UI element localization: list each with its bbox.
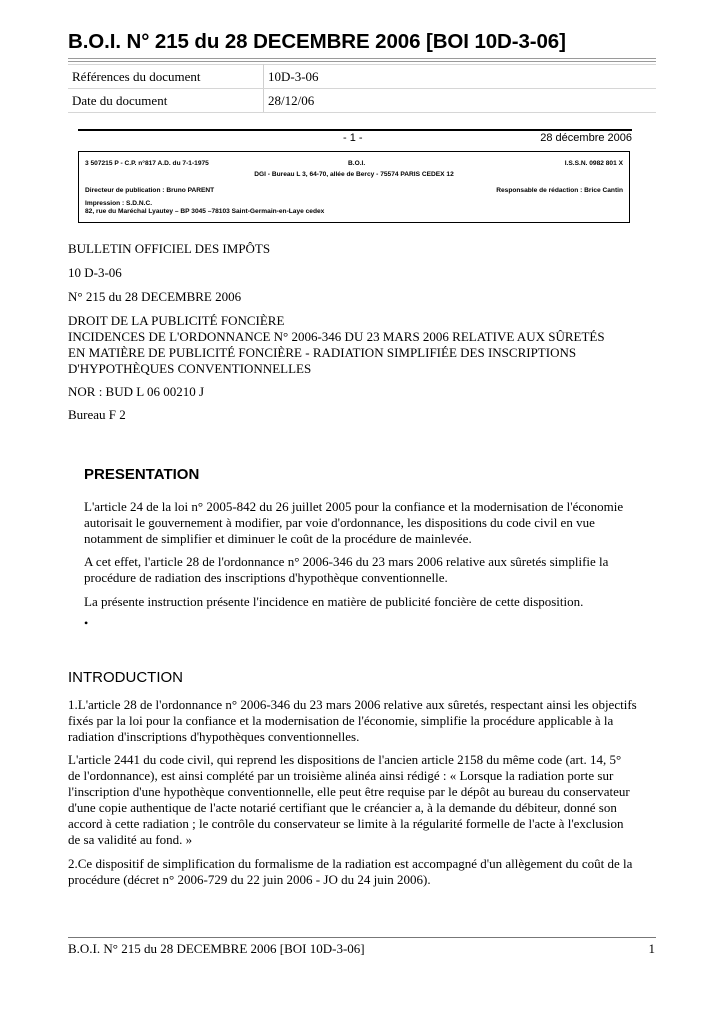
references-table bbox=[68, 64, 656, 113]
printing: Impression : S.D.N.C. bbox=[85, 200, 153, 207]
date-label: Date du document bbox=[68, 89, 264, 113]
bullet-point: • bbox=[84, 616, 89, 630]
date-value: 28/12/06 bbox=[264, 89, 657, 113]
paragraph-line: L'article 24 de la loi n° 2005-842 du 26 juillet 2005 pour la confiance et la modernisation de l'économie bbox=[84, 499, 624, 514]
doc-code: 10 D-3-06 bbox=[68, 265, 122, 280]
paragraph-line: procédure de radiation des inscriptions d'hypothèque conventionnelle. bbox=[84, 570, 448, 585]
page-marker: - 1 - bbox=[343, 132, 363, 144]
subject-line: DROIT DE LA PUBLICITÉ FONCIÈRE bbox=[68, 313, 285, 328]
editor: Responsable de rédaction : Brice Cantin bbox=[496, 187, 623, 194]
paragraph-line: d'une copie authentique de l'acte notarié certifiant que le créancier a, à la demande du débiteur, donné son bbox=[68, 800, 617, 815]
footer-title: B.O.I. N° 215 du 28 DECEMBRE 2006 [BOI 10D-3-06] bbox=[68, 941, 365, 956]
paragraph-line: L'article 2441 du code civil, qui reprend les dispositions de l'ancien article 2158 du même code (art. 14, 5° bbox=[68, 752, 622, 767]
paragraph-line: radiation d'inscriptions d'hypothèques conventionnelles. bbox=[68, 729, 360, 744]
subject-line: INCIDENCES DE L'ORDONNANCE N° 2006-346 DU 23 MARS 2006 RELATIVE AUX SÛRETÉS bbox=[68, 329, 605, 344]
paragraph-line: de sa validité au fond. » bbox=[68, 832, 193, 847]
paragraph-line: accord à cette radiation ; le contrôle du conservateur se limite à la régularité formelle de l'acte à l'exclusion bbox=[68, 816, 624, 831]
printing-address: 82, rue du Maréchal Lyautey – BP 3045 –78103 Saint-Germain-en-Laye cedex bbox=[85, 208, 325, 215]
bulletin-name: BULLETIN OFFICIEL DES IMPÔTS bbox=[68, 241, 271, 256]
footer-rule bbox=[68, 937, 656, 938]
bureau: Bureau F 2 bbox=[68, 407, 126, 422]
presentation-heading: PRESENTATION bbox=[84, 466, 200, 483]
paragraph-line: 2.Ce dispositif de simplification du formalisme de la radiation est accompagné d'un allègement du coût de la bbox=[68, 856, 633, 871]
paragraph-line: fixés par la loi pour la confiance et la modernisation de l'économie, simplifie la procédure applicable à la bbox=[68, 713, 614, 728]
paragraph-line: autorisait le gouvernement à modifier, par voie d'ordonnance, les dispositions du code civil en vue bbox=[84, 515, 595, 530]
issn: I.S.S.N. 0982 801 X bbox=[564, 160, 623, 167]
ref-label: Références du document bbox=[68, 65, 264, 89]
paragraph-line: l'inscription d'une hypothèque conventionnelle, elle peut être requise par le dépôt au bureau du conservateur bbox=[68, 784, 630, 799]
header-rule bbox=[78, 129, 632, 131]
document-title: B.O.I. N° 215 du 28 DECEMBRE 2006 [BOI 10D-3-06] bbox=[68, 30, 566, 53]
title-rule-top bbox=[68, 58, 656, 59]
bulletin-number: N° 215 du 28 DECEMBRE 2006 bbox=[68, 289, 242, 304]
paragraph-line: de l'ordonnance), est ainsi complété par un troisième alinéa ainsi rédigé : « Lorsque la radiation porte sur bbox=[68, 768, 614, 783]
publication-info-box bbox=[78, 151, 630, 223]
paragraph-line: La présente instruction présente l'incidence en matière de publicité foncière de cette disposition. bbox=[84, 594, 584, 609]
address: DGI - Bureau L 3, 64-70, allée de Bercy - 75574 PARIS CEDEX 12 bbox=[254, 171, 454, 178]
paragraph-line: A cet effet, l'article 28 de l'ordonnance n° 2006-346 du 23 mars 2006 relative aux sûretés simplifie la bbox=[84, 554, 609, 569]
page-number: 1 bbox=[648, 941, 655, 956]
title-rule-bottom bbox=[68, 61, 656, 62]
paragraph-line: procédure (décret n° 2006-729 du 22 juin 2006 - JO du 24 juin 2006). bbox=[68, 872, 431, 887]
nor-reference: NOR : BUD L 06 00210 J bbox=[68, 384, 205, 399]
boi-label: B.O.I. bbox=[348, 160, 366, 167]
director: Directeur de publication : Bruno PARENT bbox=[85, 187, 215, 194]
subject-line: EN MATIÈRE DE PUBLICITÉ FONCIÈRE - RADIATION SIMPLIFIÉE DES INSCRIPTIONS bbox=[68, 345, 577, 360]
table-row bbox=[68, 65, 656, 89]
ref-value: 10D-3-06 bbox=[264, 65, 657, 89]
subject-line: D'HYPOTHÈQUES CONVENTIONNELLES bbox=[68, 361, 312, 376]
paragraph-line: notamment de simplifier et diminuer le coût de la procédure de mainlevée. bbox=[84, 531, 472, 546]
introduction-heading: INTRODUCTION bbox=[68, 669, 183, 686]
header-date: 28 décembre 2006 bbox=[540, 132, 632, 144]
publication-ref: 3 507215 P - C.P. n°817 A.D. du 7-1-1975 bbox=[85, 160, 209, 167]
table-row bbox=[68, 89, 656, 113]
paragraph-line: 1.L'article 28 de l'ordonnance n° 2006-346 du 23 mars 2006 relative aux sûretés, respectant ainsi les objectifs bbox=[68, 697, 637, 712]
